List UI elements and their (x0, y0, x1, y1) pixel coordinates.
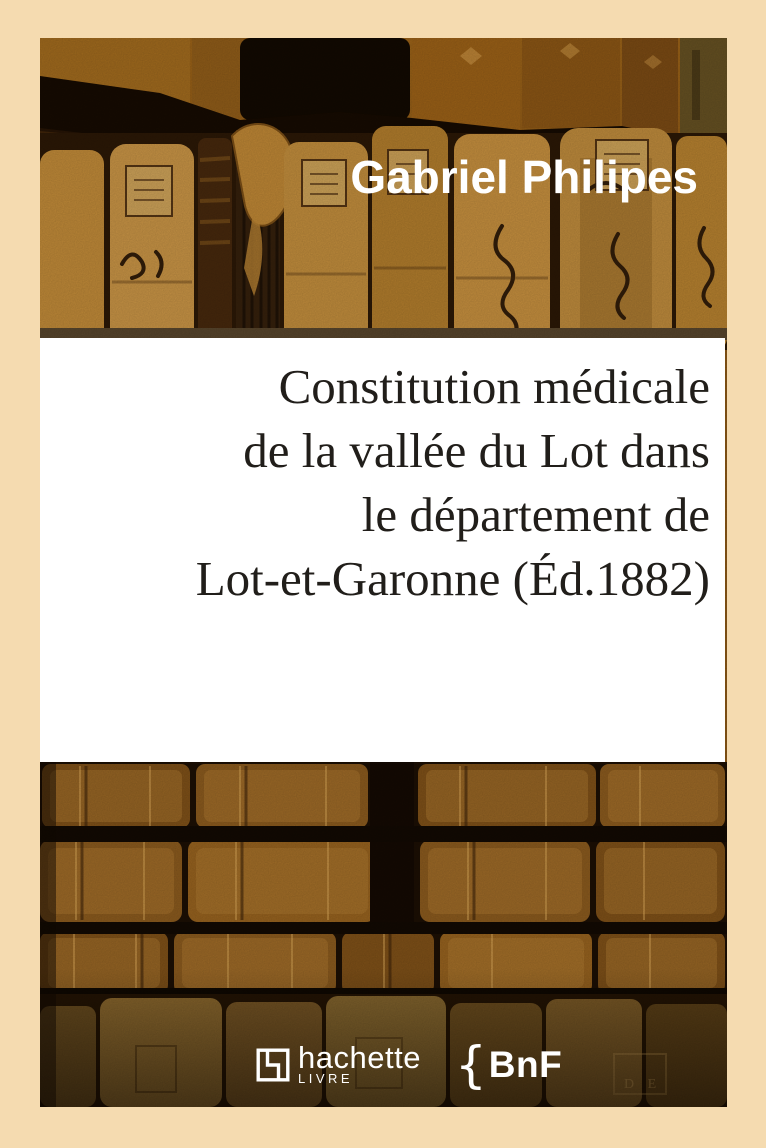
title-line-4: Lot-et-Garonne (Éd.1882) (195, 551, 710, 606)
hachette-livre-label: LIVRE (298, 1071, 354, 1086)
publisher-logos (256, 1036, 563, 1094)
bnf-logo (454, 1036, 563, 1094)
title-line-1: Constitution médicale (278, 359, 710, 414)
title-line-3: le département de (361, 487, 710, 542)
hachette-livre-logo (256, 1040, 421, 1086)
bnf-wordmark: BnF (488, 1044, 563, 1085)
author-name: Gabriel Philipes (350, 151, 698, 203)
hachette-h-icon (256, 1047, 290, 1083)
title-band (40, 338, 725, 762)
hachette-wordmark: hachette (298, 1040, 421, 1075)
title-line-2: de la vallée du Lot dans (243, 423, 710, 478)
bnf-brace-glyph: { (454, 1036, 487, 1094)
